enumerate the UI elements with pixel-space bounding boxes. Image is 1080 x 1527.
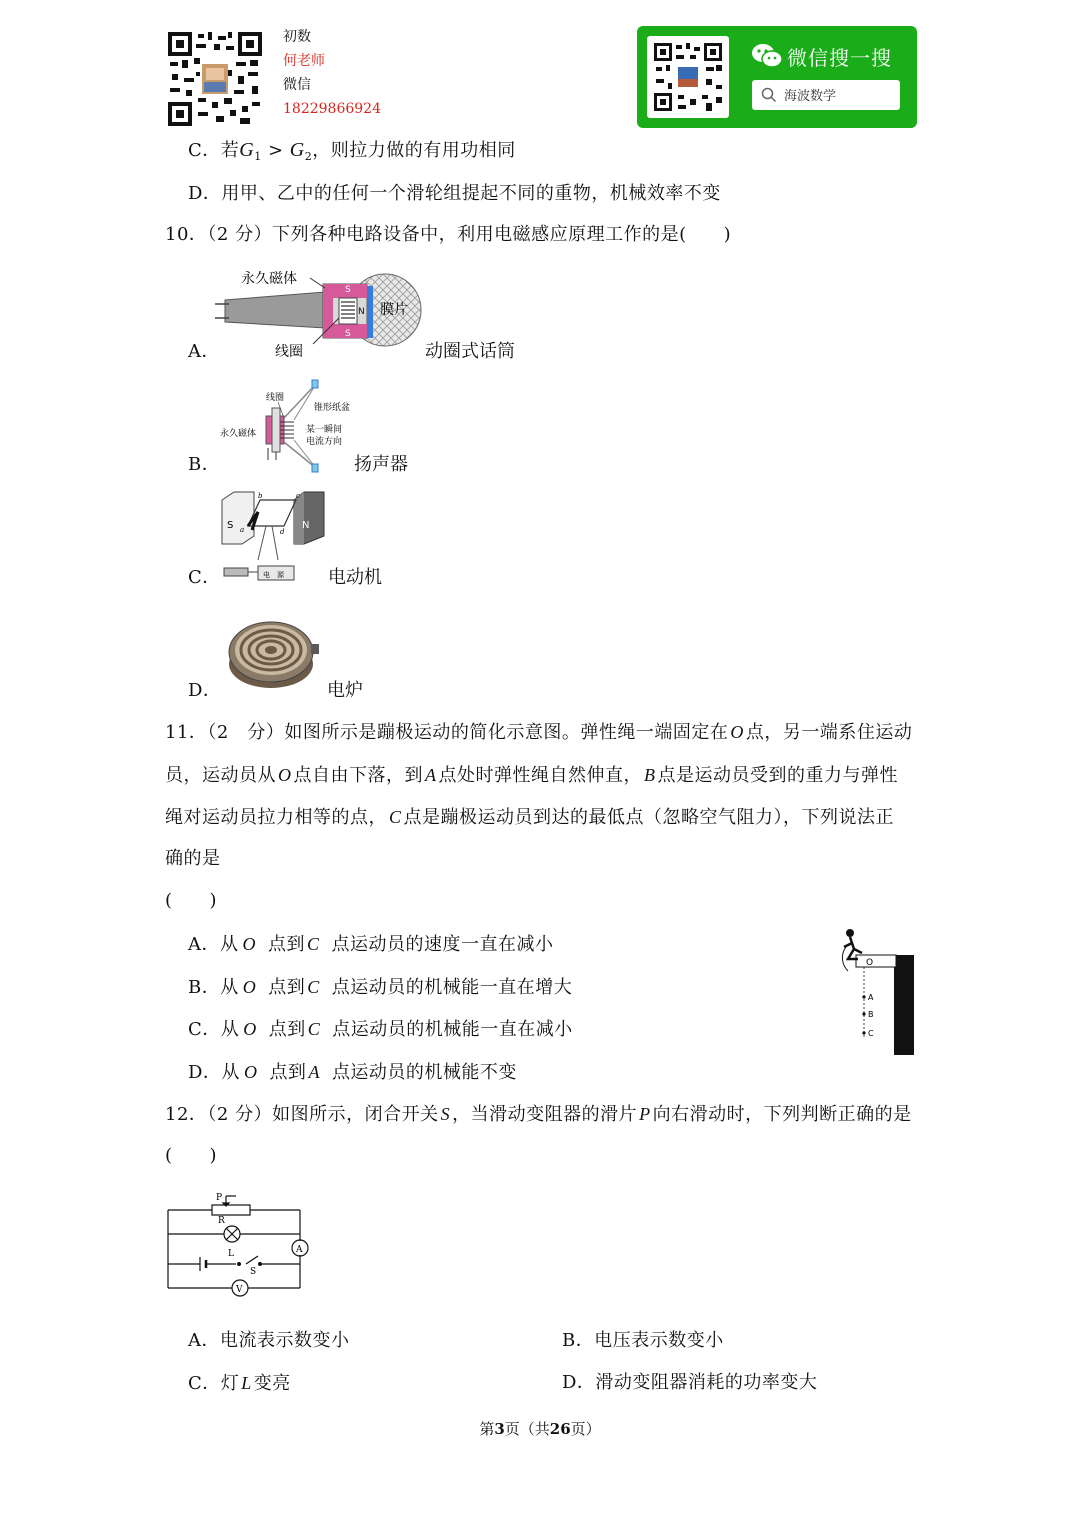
q10-option-d-label[interactable]: D． [188, 680, 222, 701]
q11-stem-line-1: 11．（2 分）如图所示是蹦极运动的简化示意图。弹性绳一端固定在 O 点，另一端系住运动 [165, 722, 913, 743]
q12-switch-s: S [440, 1104, 451, 1124]
speaker-cone-label: 锥形纸盆 [314, 403, 351, 413]
q12-slider-p: P [639, 1104, 651, 1124]
circuit-p-label: P [216, 1193, 223, 1203]
voltmeter-label: V [236, 1285, 243, 1295]
q9-option-c-text: ，则拉力做的有用功相同 [312, 140, 516, 161]
q12-option-d[interactable]: D．滑动变阻器消耗的功率变大 [562, 1372, 818, 1393]
motor-power-label: 电 源 [263, 571, 284, 579]
q9-g2: G [289, 139, 305, 161]
q11-stem-line-4: 确的是 [165, 848, 221, 869]
speaker-coil-label: 线圈 [266, 393, 285, 403]
q10-option-a-caption: 动圈式话筒 [425, 341, 515, 362]
header-line-1: 初数 [283, 29, 311, 45]
q12-option-c[interactable]: C．灯 L 变亮 [188, 1373, 291, 1394]
q11-option-a[interactable]: A．从 O 点到 C 点运动员的速度一直在减小 [188, 934, 554, 955]
q9-g1-sub: 1 [254, 150, 262, 163]
q11-answer-paren: ( ) [165, 890, 218, 911]
q10-option-c-caption: 电动机 [328, 567, 382, 588]
circuit-s-label: S [250, 1267, 257, 1277]
speaker-moment-label: 某一瞬间 [306, 425, 343, 435]
mic-s-bottom-label: S [345, 329, 351, 339]
speaker-figure [218, 378, 358, 474]
speaker-current-label: 电流方向 [306, 437, 343, 447]
wechat-search-text: 海波数学 [784, 89, 837, 104]
q9-g1: G [239, 139, 255, 161]
q11-stem-line-3: 绳对运动员拉力相等的点， C 点是蹦极运动员到达的最低点（忽略空气阻力），下列说法正 [165, 807, 895, 828]
header-line-3: 微信 [283, 77, 311, 93]
q9-option-c-prefix: C．若 [188, 140, 240, 161]
q11-point-o: O [730, 722, 744, 742]
teacher-qr-code [168, 32, 262, 126]
mic-s-top-label: S [345, 285, 351, 295]
circuit-l-label: L [228, 1249, 234, 1259]
mic-coil-label: 线圈 [275, 344, 303, 360]
microphone-figure [215, 262, 425, 362]
q10-option-d-caption: 电炉 [327, 680, 363, 701]
motor-s-label: S [227, 520, 234, 531]
mic-n-label: N [358, 307, 365, 317]
wechat-search-title: 微信搜一搜 [787, 46, 892, 70]
bungee-o-label: O [866, 958, 874, 968]
q10-option-b-caption: 扬声器 [354, 454, 408, 475]
mic-membrane-label: 膜片 [380, 302, 408, 318]
q12-option-a[interactable]: A．电流表示数变小 [188, 1330, 350, 1351]
motor-d-label: d [280, 528, 285, 536]
motor-figure [218, 490, 330, 586]
q11-stem-line-2: 员，运动员从 O 点自由下落，到 A 点处时弹性绳自然伸直， B 点是运动员受到的重力与弹性 [165, 765, 898, 786]
bungee-a-label: A [868, 993, 874, 1002]
ammeter-label: A [296, 1245, 303, 1255]
q11-option-c[interactable]: C．从 O 点到 C 点运动员的机械能一直在减小 [188, 1019, 573, 1040]
q9-gt: > [261, 140, 290, 161]
current-page: 3 [494, 1420, 505, 1438]
mic-magnet-label: 永久磁体 [241, 271, 297, 287]
electric-stove-figure [225, 612, 325, 692]
q12-answer-paren: ( ) [165, 1145, 218, 1166]
wechat-logo-icon [751, 42, 783, 70]
q11-option-b[interactable]: B．从 O 点到 C 点运动员的机械能一直在增大 [188, 977, 573, 998]
q10-option-a-label[interactable]: A． [188, 341, 220, 362]
q12-stem-line-1: 12．（2 分）如图所示，闭合开关 S ，当滑动变阻器的滑片 P 向右滑动时，下列判断正确的是 [165, 1104, 912, 1125]
search-icon [761, 87, 777, 103]
motor-a-label: a [240, 526, 245, 534]
motor-b-label: b [258, 492, 263, 500]
q10-stem: 10．（2 分）下列各种电路设备中，利用电磁感应原理工作的是( ) [165, 224, 732, 245]
q9-option-d[interactable]: D．用甲、乙中的任何一个滑轮组提起不同的重物，机械效率不变 [188, 183, 721, 204]
bungee-c-label: C [868, 1029, 874, 1038]
motor-c-label: c [296, 492, 300, 500]
q9-option-c[interactable] [188, 138, 516, 169]
q11-option-d[interactable]: D．从 O 点到 A 点运动员的机械能不变 [188, 1062, 517, 1083]
wechat-search-box[interactable] [752, 80, 900, 110]
q10-option-b-label[interactable]: B． [188, 454, 221, 475]
bungee-figure [836, 925, 920, 1059]
bungee-b-label: B [868, 1010, 874, 1019]
wechat-search-banner[interactable] [637, 26, 917, 128]
q9-g2-sub: 2 [304, 150, 313, 163]
q10-option-c-label[interactable]: C． [188, 567, 221, 588]
total-pages: 26 [549, 1420, 571, 1438]
circuit-figure [160, 1188, 320, 1306]
header-phone: 18229866924 [283, 101, 381, 117]
circuit-r-label: R [218, 1216, 225, 1226]
speaker-magnet-label: 永久磁体 [220, 429, 257, 439]
page-footer: 第3页（共26页） [479, 1420, 601, 1438]
motor-n-label: N [302, 520, 310, 531]
header-teacher-name: 何老师 [283, 53, 325, 69]
wechat-qr-code [647, 36, 729, 118]
q12-option-b[interactable]: B．电压表示数变小 [562, 1330, 724, 1351]
